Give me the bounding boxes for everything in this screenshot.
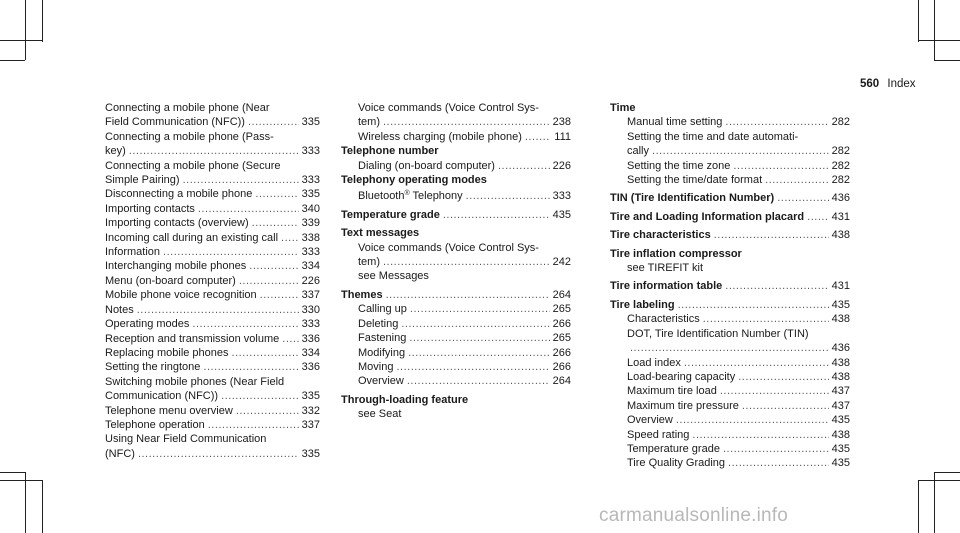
index-entry: Load-bearing capacity ..... 438 — [610, 370, 850, 384]
index-entry: Setting the time/date format ..... 282 — [610, 173, 850, 187]
index-entry: Bluetooth® Telephony ..... 333 — [341, 187, 571, 203]
index-column-1 — [88, 101, 320, 461]
index-entry: Setting the time and date automati- cally ..... 282 — [610, 130, 850, 159]
see-reference: see TIREFIT kit — [627, 262, 704, 275]
index-entry: Reception and transmission volume ..... 336 — [88, 332, 320, 346]
index-entry: Connecting a mobile phone (Pass- key) ..... 333 — [88, 130, 320, 159]
index-entry: Disconnecting a mobile phone ..... 335 — [88, 187, 320, 201]
see-reference: see Messages — [358, 270, 429, 283]
index-entry: Manual time setting ..... 282 — [610, 115, 850, 129]
index-entry: Menu (on-board computer) ..... 226 — [88, 274, 320, 288]
index-entry: Setting the ringtone ..... 336 — [88, 360, 320, 374]
index-column-2 — [341, 101, 571, 422]
index-entry: Temperature grade ..... 435 — [610, 442, 850, 456]
index-entry: Mobile phone voice recognition ..... 337 — [88, 288, 320, 302]
index-entry: Interchanging mobile phones ..... 334 — [88, 259, 320, 273]
index-entry: Modifying ..... 266 — [341, 346, 571, 360]
index-entry: Setting the time zone ..... 282 — [610, 159, 850, 173]
index-entry: Voice commands (Voice Control Sys- tem) ..... 238 — [341, 101, 571, 130]
index-heading: Tire information table ..... 431 — [610, 279, 850, 293]
crop-mark — [25, 472, 26, 533]
index-heading: Tire labeling ..... 435 — [610, 298, 850, 312]
index-column-3 — [610, 101, 850, 471]
index-heading: Text messages — [341, 227, 420, 240]
index-heading: Time — [610, 102, 636, 114]
index-entry: Telephone menu overview ..... 332 — [88, 404, 320, 418]
crop-mark — [934, 472, 960, 473]
index-heading: Tire characteristics ..... 438 — [610, 228, 850, 242]
watermark: carmanualsonline.info — [599, 505, 789, 526]
crop-mark — [42, 0, 43, 42]
page-header — [860, 78, 916, 90]
index-entry: Voice commands (Voice Control Sys- tem) ..... 242 — [341, 241, 571, 270]
crop-mark — [0, 480, 42, 481]
crop-mark — [25, 0, 26, 60]
crop-mark — [934, 60, 960, 61]
crop-mark — [934, 0, 935, 60]
index-heading: Themes ..... 264 — [341, 288, 571, 302]
index-entry: Speed rating ..... 438 — [610, 428, 850, 442]
index-entry: DOT, Tire Identification Number (TIN) ..... 436 — [610, 327, 850, 356]
index-entry: Importing contacts (overview) ..... 339 — [88, 216, 320, 230]
index-heading: Tire inflation compressor — [610, 247, 742, 260]
see-reference: see Seat — [358, 408, 402, 421]
index-entry: Information ..... 333 — [88, 245, 320, 259]
crop-mark — [918, 480, 919, 533]
index-entry: Calling up ..... 265 — [341, 302, 571, 316]
index-heading: Telephone number — [341, 145, 439, 158]
index-entry: Fastening ..... 265 — [341, 331, 571, 345]
index-entry: Notes ..... 330 — [88, 303, 320, 317]
index-entry: Replacing mobile phones ..... 334 — [88, 346, 320, 360]
section-title: Index — [887, 78, 916, 90]
index-entry: Wireless charging (mobile phone) ..... 111 — [341, 130, 571, 144]
index-entry: Connecting a mobile phone (Near Field Communication (NFC)) ..... 335 — [88, 101, 320, 130]
index-heading: TIN (Tire Identification Number) ..... 436 — [610, 191, 850, 205]
index-heading: Temperature grade ..... 435 — [341, 208, 571, 222]
crop-mark — [0, 60, 25, 61]
index-entry: Switching mobile phones (Near Field Communication (NFC)) ..... 335 — [88, 375, 320, 404]
index-entry: Using Near Field Communication (NFC) ..... 335 — [88, 432, 320, 461]
index-entry: Deleting ..... 266 — [341, 317, 571, 331]
index-entry: Importing contacts ..... 340 — [88, 202, 320, 216]
crop-mark — [918, 0, 919, 42]
crop-mark — [0, 40, 42, 41]
crop-mark — [0, 472, 25, 473]
index-entry: Maximum tire pressure ..... 437 — [610, 399, 850, 413]
crop-mark — [934, 472, 935, 533]
crop-mark — [42, 480, 43, 533]
index-entry: Incoming call during an existing call ..... 338 — [88, 231, 320, 245]
index-entry: Characteristics ..... 438 — [610, 312, 850, 326]
crop-mark — [918, 40, 960, 41]
crop-mark — [918, 480, 960, 481]
index-entry: Overview ..... 435 — [610, 413, 850, 427]
index-entry: Overview ..... 264 — [341, 374, 571, 388]
page-number: 560 — [860, 78, 880, 90]
index-heading: Tire and Loading Information placard ..... 431 — [610, 210, 850, 224]
index-entry: Tire Quality Grading ..... 435 — [610, 456, 850, 470]
index-heading: Telephony operating modes — [341, 174, 487, 187]
index-entry: Dialing (on-board computer) ..... 226 — [341, 159, 571, 173]
index-entry: Connecting a mobile phone (Secure Simple Pairing) ..... 333 — [88, 159, 320, 188]
index-entry: Operating modes ..... 333 — [88, 317, 320, 331]
index-entry: Telephone operation ..... 337 — [88, 418, 320, 432]
index-entry: Moving ..... 266 — [341, 360, 571, 374]
index-entry: Maximum tire load ..... 437 — [610, 384, 850, 398]
index-entry: Load index ..... 438 — [610, 356, 850, 370]
index-heading: Through-loading feature — [341, 393, 469, 406]
